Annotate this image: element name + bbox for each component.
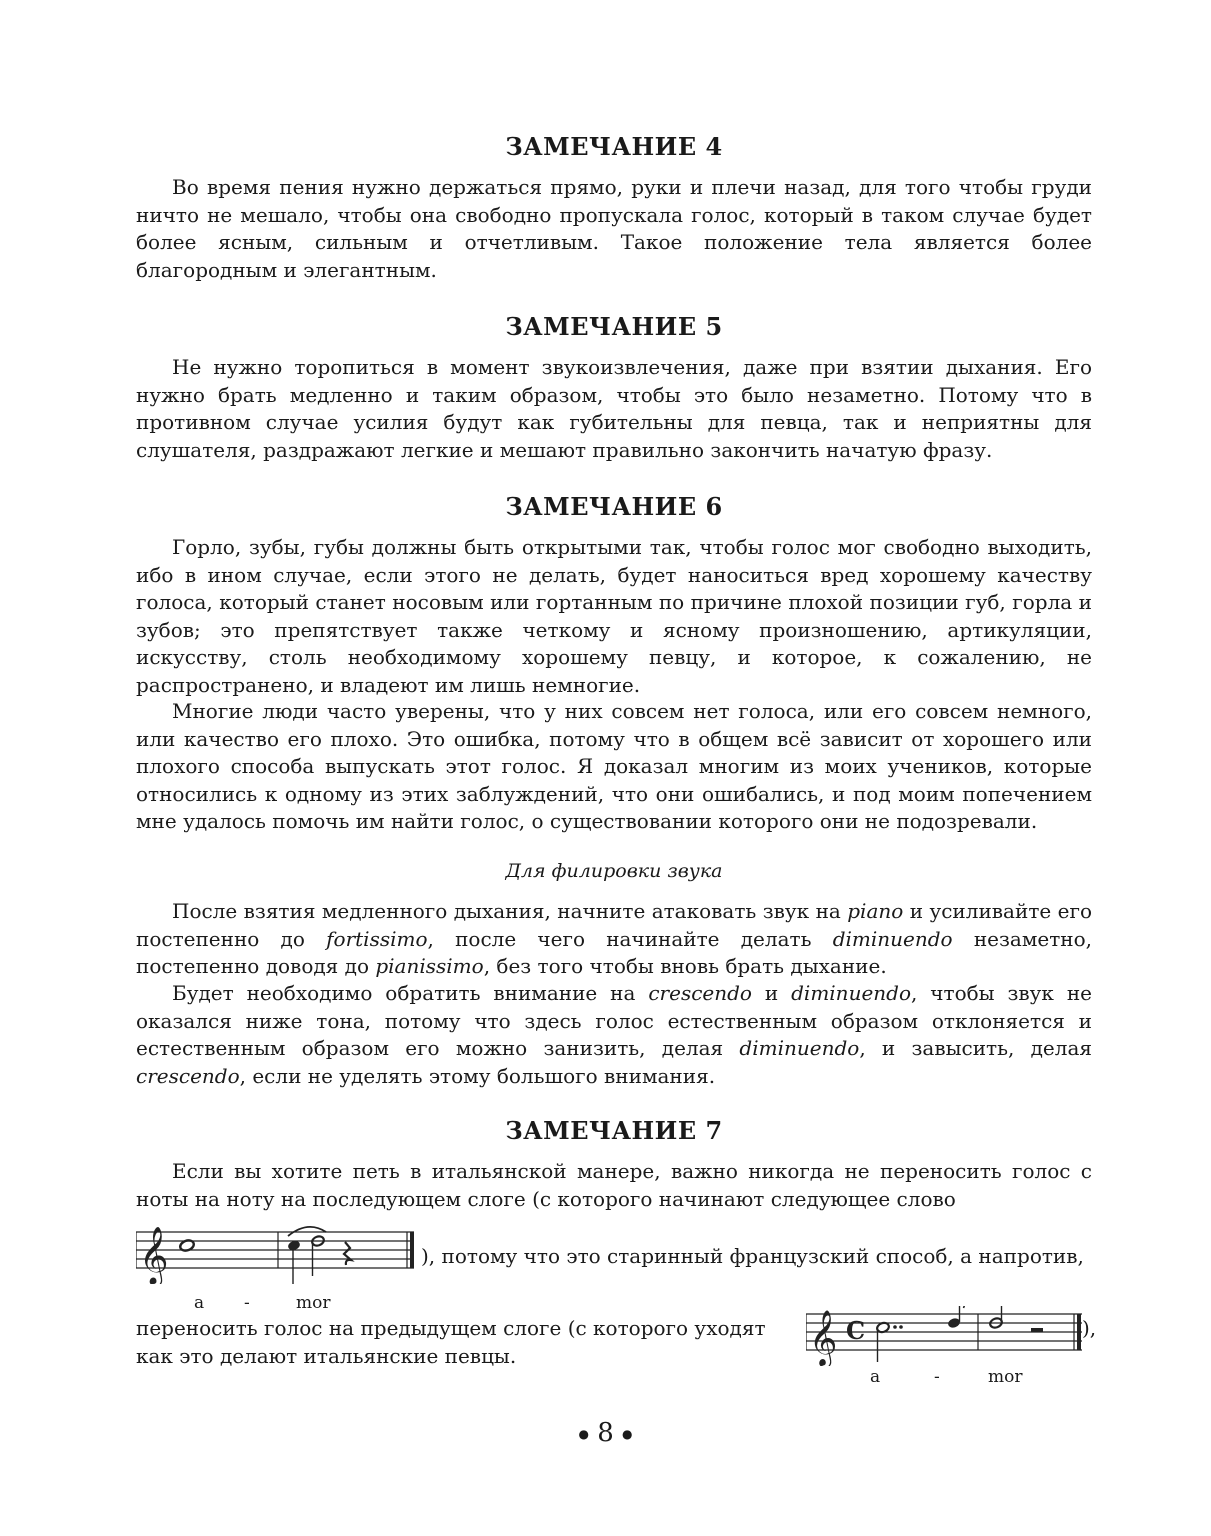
svg-text:𝄞: 𝄞	[139, 1226, 169, 1284]
text-after-example-2: ),	[1082, 1316, 1097, 1340]
lyric-2-a: a	[870, 1367, 881, 1387]
heading-remark-6: ЗАМЕЧАНИЕ 6	[505, 492, 723, 521]
svg-text:𝄞: 𝄞	[809, 1310, 838, 1366]
text-last-line: как это делают итальянские певцы.	[136, 1344, 517, 1368]
lyric-1-a: a	[194, 1293, 205, 1313]
lyric-2-mor: mor	[988, 1367, 1023, 1387]
text-after-example-1: ), потому что это старинный французский способ, а напротив,	[421, 1244, 1084, 1268]
text-before-example-2: переносить голос на предыдущем слоге (с которого уходят	[136, 1316, 766, 1340]
heading-remark-5: ЗАМЕЧАНИЕ 5	[505, 312, 723, 341]
heading-remark-4: ЗАМЕЧАНИЕ 4	[505, 132, 723, 161]
paragraph-remark-4: Во время пения нужно держаться прямо, руки и плечи назад, для того чтобы груди ничто не мешало, чтобы она свободно пропускала голос, который в таком случае будет более ясным, сильным и отчетливым. Такое положение тела является более благородным и элегантным.	[136, 175, 1092, 282]
heading-remark-7: ЗАМЕЧАНИЕ 7	[505, 1116, 723, 1145]
paragraph-remark-7: Если вы хотите петь в итальянской манере, важно никогда не переносить голос с ноты на ноту на последующем слоге (с которого начинают следующее слово	[136, 1159, 1092, 1211]
paragraph-filirovka-1: После взятия медленного дыхания, начните атаковать звук на piano и усиливайте его постепенно до fortissimo, после чего начинайте делать diminuendo незаметно, постепенно доводя до pianissimo, без того чтобы вновь брать дыхание.	[136, 899, 1092, 978]
lyric-1-mor: mor	[296, 1293, 331, 1313]
paragraph-remark-6-1: Горло, зубы, губы должны быть открытыми так, чтобы голос мог свободно выходить, ибо в ином случае, если этого не делать, будет наноситься вред хорошему качеству голоса, который станет носовым или гортанным по причине плохой позиции губ, горла и зубов; это препятствует также четкому и ясному произношению, артикуляции, искусству, столь необходимому хорошему певцу, и которое, к сожалению, не распространено, и владеют им лишь немногие.	[136, 535, 1092, 697]
paragraph-remark-6-2: Многие люди часто уверены, что у них совсем нет голоса, или его совсем немного, или качество его плохо. Это ошибка, потому что в общем всё зависит от хорошего или плохого способа выпускать этот голос. Я доказал многим из моих учеников, которые относились к одному из этих заблуждений, что они ошибались, и под моим попечением мне удалось помочь им найти голос, о существовании которого они не подозревали.	[136, 699, 1092, 833]
lyric-2-dash: -	[934, 1367, 940, 1387]
lyric-1-dash: -	[244, 1293, 250, 1313]
subheading-filirovka: Для филировки звука	[505, 860, 723, 882]
music-example-1	[136, 1218, 418, 1284]
paragraph-remark-5: Не нужно торопиться в момент звукоизвлечения, даже при взятии дыхания. Его нужно брать медленно и таким образом, чтобы это было незаметно. Потому что в противном случае усилия будут как губительны для певца, так и неприятны для слушателя, раздражают легкие и мешают правильно закончить начатую фразу.	[136, 355, 1092, 462]
paragraph-filirovka-2: Будет необходимо обратить внимание на crescendo и diminuendo, чтобы звук не оказался ниже тона, потому что здесь голос естественным образом отклоняется и естественным образом его можно занизить, делая diminuendo, и завысить, делая crescendo, если не уделять этому большого внимания.	[136, 981, 1092, 1088]
music-example-2	[806, 1306, 1086, 1366]
svg-text:C: C	[846, 1316, 866, 1345]
page-number: ● 8 ●	[578, 1418, 633, 1448]
